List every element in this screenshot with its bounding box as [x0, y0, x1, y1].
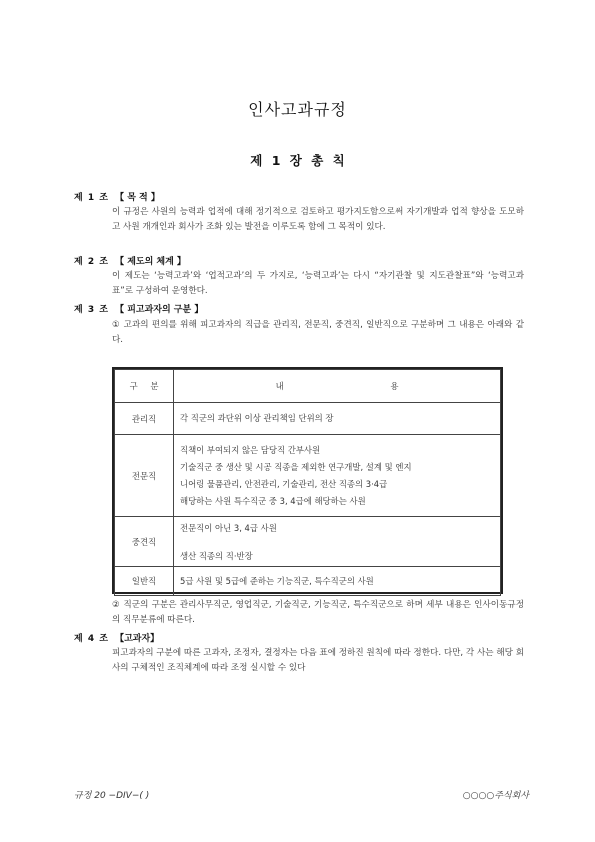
- article-number: 제 4 조: [74, 634, 108, 644]
- content-line: 5급 사원 및 5급에 준하는 기능직군, 특수직군의 사원: [180, 575, 374, 586]
- table-header-content: 내 용: [174, 370, 501, 403]
- table-cell-content: [174, 517, 501, 567]
- classification-table: [112, 367, 503, 594]
- article-2-body: 이 제도는 ‘능력고과’와 ‘업적고과’의 두 가지로, ‘능력고과’는 다시 “자기관찰 및 지도관찰표”와 ‘능력고과표”로 구성하여 운영한다.: [112, 271, 524, 296]
- article-3-heading: [74, 302, 203, 315]
- table-cell-content: [174, 403, 501, 435]
- table-row: [115, 435, 501, 517]
- document-title: 인사고과규정: [248, 100, 347, 119]
- table-cell-category: 관리직: [115, 403, 174, 435]
- article-4-body: 피고과자의 구분에 따른 고과자, 조정자, 결정자는 다음 표에 정하진 원칙에 따라 정한다. 다만, 각 사는 해당 회사의 구체적인 조직체계에 따라 조정 실시할 수 있다: [112, 648, 524, 673]
- table-header-category: 구 분: [115, 370, 174, 403]
- content-line: 니어링 물품관리, 안전관리, 기술관리, 전산 직종의 3·4급: [180, 478, 388, 489]
- table-cell-category: 일반직: [115, 567, 174, 596]
- table-cell-category: 전문직: [115, 435, 174, 517]
- article-title: 【고과자】: [115, 634, 160, 644]
- footer-regulation-number: 규정 20 −DIV−( ): [74, 791, 150, 801]
- content-line: 각 직군의 과단위 이상 관리책임 단위의 장: [180, 413, 334, 423]
- table-cell-content: [174, 567, 501, 596]
- content-line: 직책이 부여되지 않은 담당직 간부사원: [180, 444, 321, 455]
- table-cell-category: 중견직: [115, 517, 174, 567]
- content-line: 생산 직종의 직·반장: [180, 550, 253, 561]
- table-row: [115, 567, 501, 596]
- table-header-row: [115, 370, 501, 403]
- table-row: [115, 403, 501, 435]
- article-2-heading: [74, 254, 186, 267]
- footer-company-name: ○○○○주식회사: [462, 791, 529, 801]
- article-title: 【 피고과자의 구분 】: [115, 305, 204, 315]
- chapter-heading: 제 1 장 총 칙: [250, 153, 345, 168]
- content-line: 기술직군 중 생산 및 시공 직종을 제외한 연구개발, 설계 및 엔지: [180, 461, 412, 472]
- table-cell-content: [174, 435, 501, 517]
- article-4-heading: [74, 631, 159, 644]
- article-1-body: 이 규정은 사원의 능력과 업적에 대해 정기적으로 검토하고 평가지도함으로써 자기개발과 업적 향상을 도모하고 사원 개개인과 회사가 조화 있는 발전을 이루도록 함에 그 목적이 있다.: [112, 207, 524, 232]
- article-number: 제 2 조: [74, 257, 108, 267]
- table-row: [115, 517, 501, 567]
- content-line: 해당하는 사원 특수직군 중 3, 4급에 해당하는 사원: [180, 495, 366, 506]
- article-number: 제 1 조: [74, 193, 108, 203]
- article-number: 제 3 조: [74, 305, 108, 315]
- article-3-item-1: ① 고과의 편의를 위해 피고과자의 직급을 관리직, 전문직, 중견직, 일반직으로 구분하며 그 내용은 아래와 같다.: [112, 320, 524, 345]
- article-1-heading: [74, 190, 160, 203]
- article-title: 【 제도의 체계 】: [115, 257, 186, 267]
- article-3-item-2: ② 직군의 구분은 관리사무직군, 영업직군, 기술직군, 기능직군, 특수직군으로 하며 세부 내용은 인사이동규정의 직무분류에 따른다.: [112, 600, 524, 625]
- content-line: 전문직이 아닌 3, 4급 사원: [180, 522, 277, 533]
- article-title: 【 목 적 】: [115, 193, 160, 203]
